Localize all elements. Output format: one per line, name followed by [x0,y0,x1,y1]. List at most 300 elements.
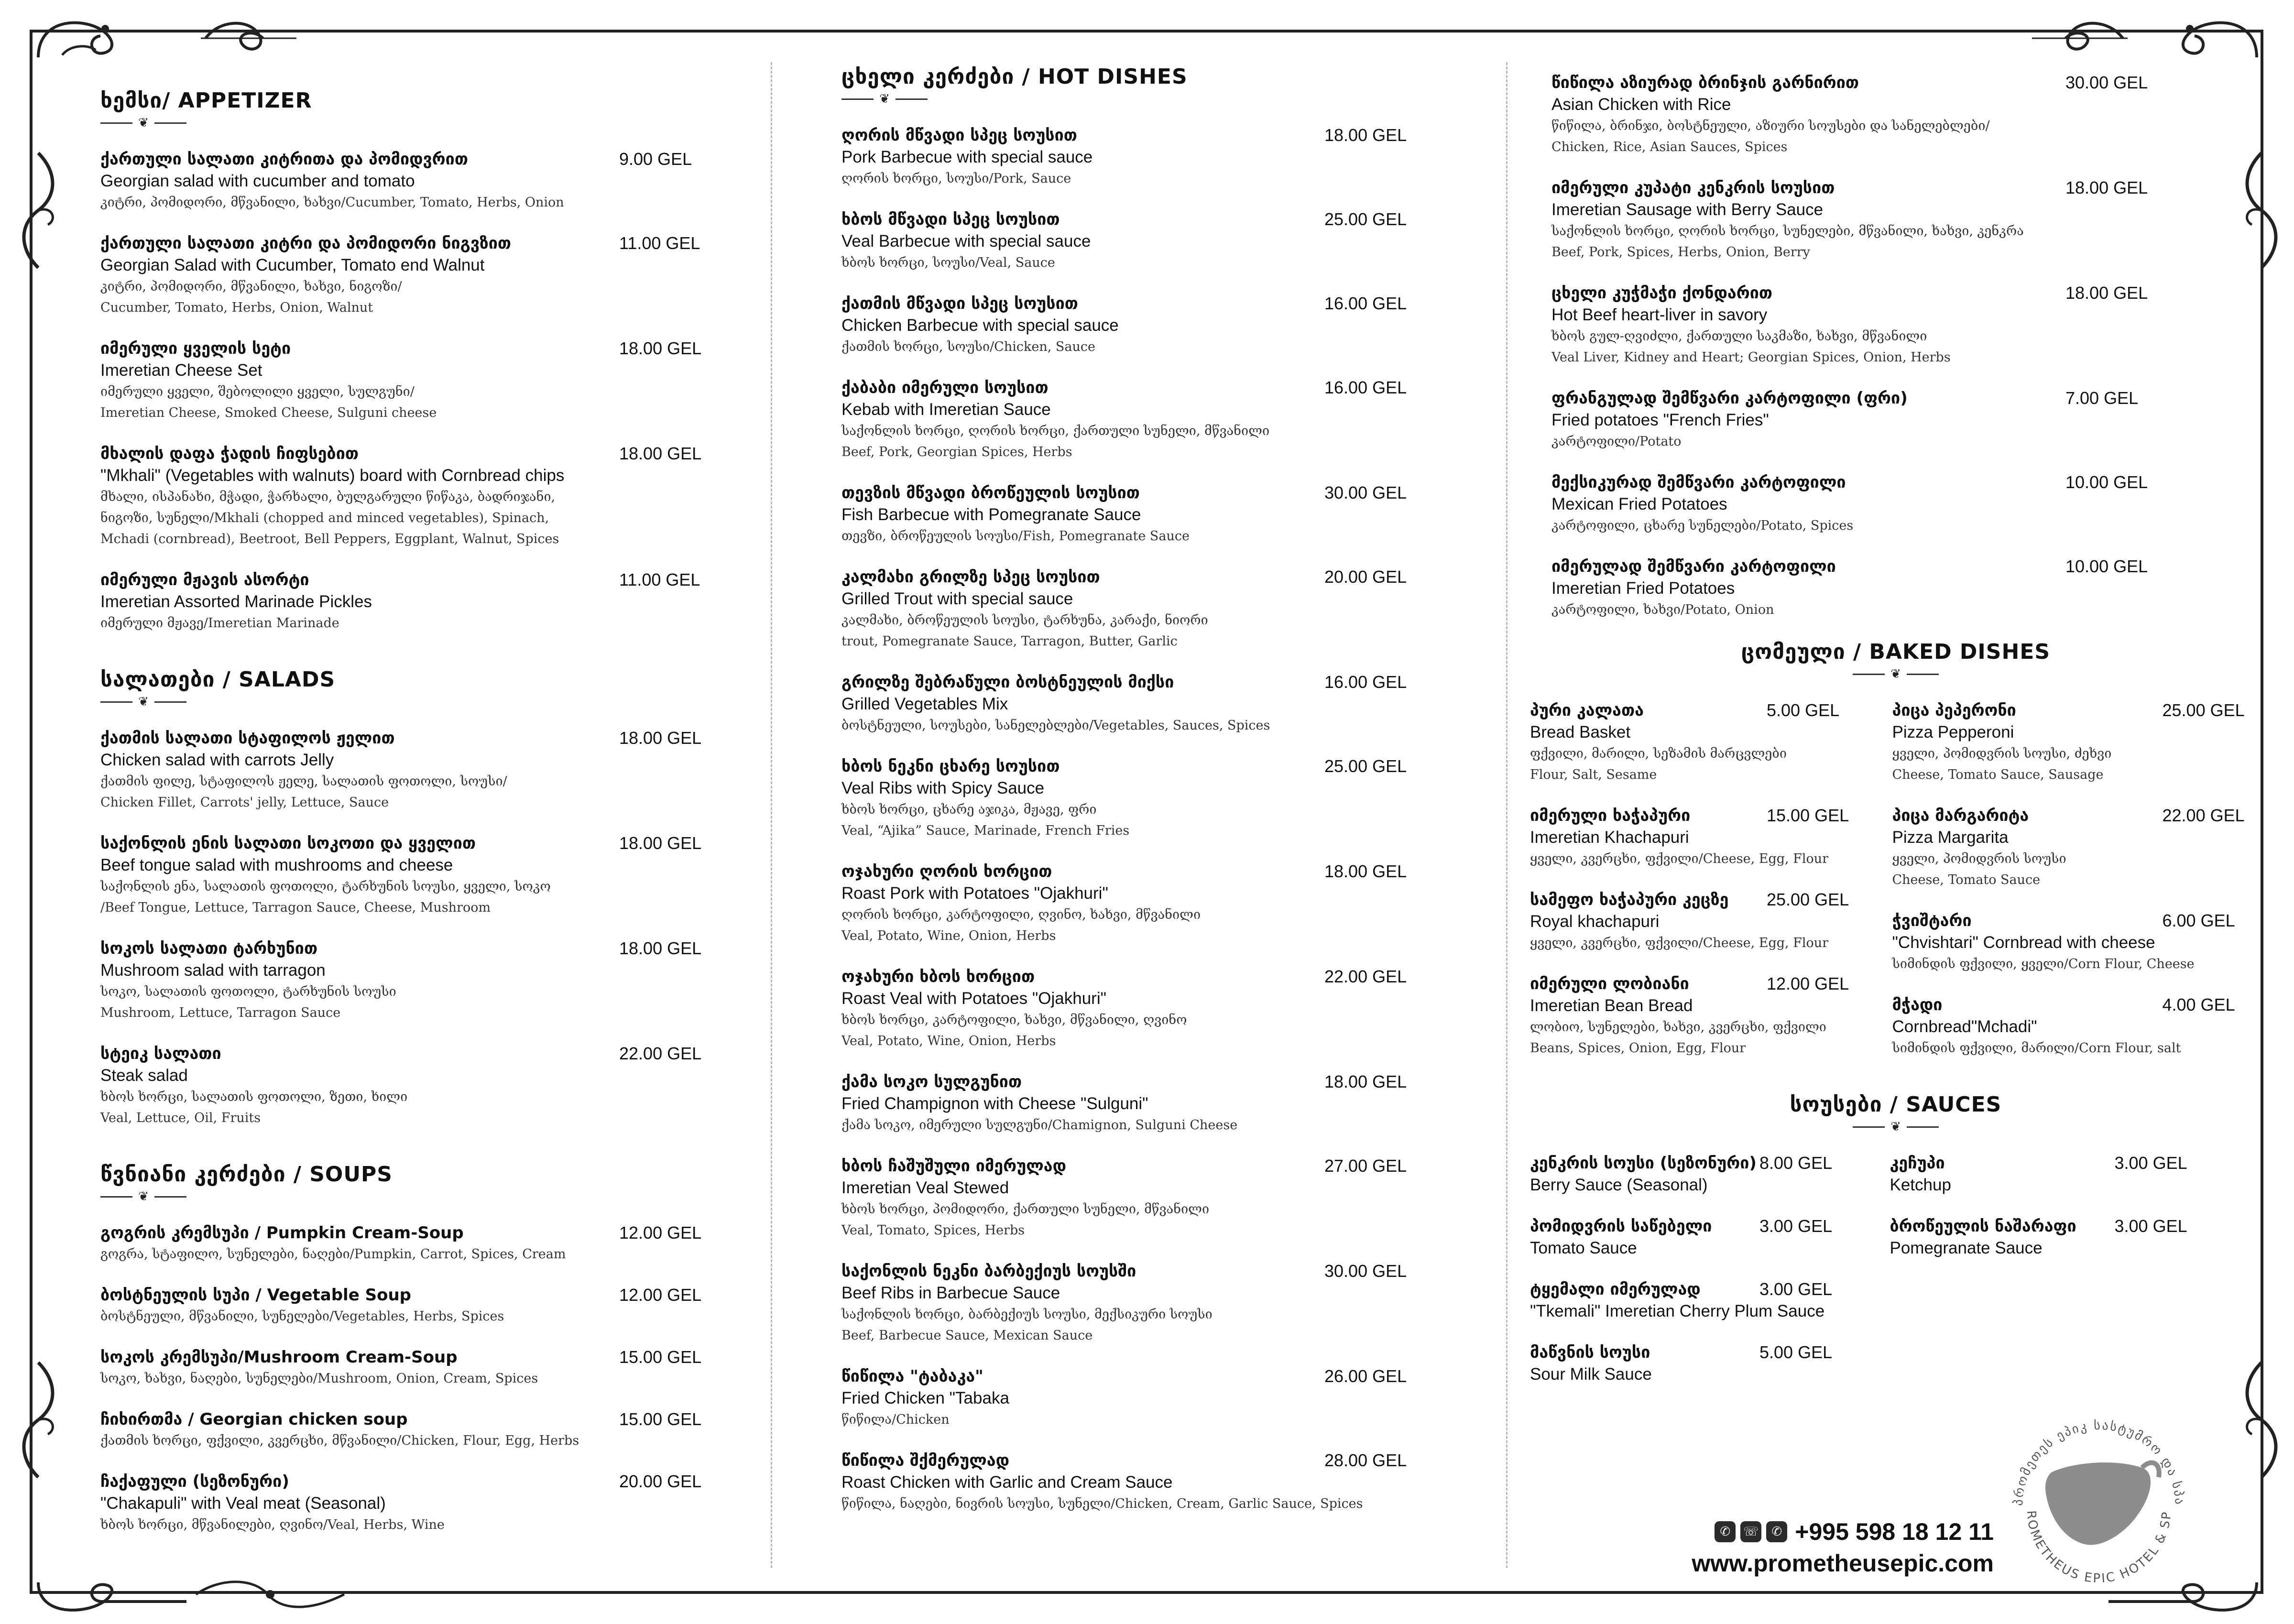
menu-item [100,937,732,1024]
menu-item [841,966,1473,1052]
whatsapp-icon: ✆ [1766,1521,1787,1542]
dish-name-georgian: ქამა სოკო სულგუნით [841,1072,1022,1091]
leaf-icon: ❦ [138,1189,149,1204]
baked-left [1530,699,1878,1078]
dish-price: 27.00 GEL [1324,1156,1407,1176]
title-ornament [1853,668,1939,680]
leaf-icon: ❦ [138,695,149,709]
dish-ingredients: Beans, Spices, Onion, Egg, Flour [1530,1041,1746,1056]
salads-section [100,667,732,1129]
sauces-grid [1530,1152,2240,1405]
dish-name-georgian: იმერული კუპატი კენკრის სოუსით [1551,178,1835,197]
dish-name-english: Fried Chicken "Tabaka [841,1389,1009,1407]
dish-ingredients: ხბოს ხორცი, პომიდორი, ქართული სუნელი, მწვანილი [841,1202,1210,1217]
leaf-icon: ❦ [1890,667,1901,681]
dish-name-english: Cornbread"Mchadi" [1892,1017,2037,1036]
dish-name-english: Kebab with Imeretian Sauce [841,400,1051,419]
menu-item [1530,699,1878,785]
dish-price: 30.00 GEL [1324,483,1407,502]
menu-item [1551,556,2240,621]
dish-ingredients: Chicken Fillet, Carrots' jelly, Lettuce, Sauce [100,795,389,810]
dish-price: 25.00 GEL [2162,700,2245,720]
dish-ingredients: Beef, Pork, Georgian Spices, Herbs [841,445,1072,459]
menu-item [1892,910,2240,975]
dish-name-english: "Tkemali" Imeretian Cherry Plum Sauce [1530,1302,1825,1320]
dish-name-georgian: პომიდვრის საწებელი [1530,1217,1712,1236]
dish-ingredients: სიმინდის ფქვილი, მარილი/Corn Flour, salt [1892,1041,2181,1056]
dish-ingredients: Imeretian Cheese, Smoked Cheese, Sulguni cheese [100,405,437,420]
dish-name-georgian: პური კალათა [1530,701,1644,720]
dish-price: 3.00 GEL [2114,1153,2187,1173]
dish-name-english: Imeretian Assorted Marinade Pickles [100,592,372,611]
dish-price: 25.00 GEL [1324,209,1407,229]
section-title: ცხელი კერძები / HOT DISHES [841,65,1188,89]
dish-price: 15.00 GEL [1767,806,1849,825]
dish-name-english: Georgian salad with cucumber and tomato [100,172,415,190]
baked-grid [1530,699,2245,1078]
dish-name-georgian: ოჯახური ხბოს ხორცით [841,967,1035,986]
dish-price: 18.00 GEL [1324,1072,1407,1091]
dish-name-english: Beef Ribs in Barbecue Sauce [841,1284,1060,1302]
dish-ingredients: Mushroom, Lettuce, Tarragon Sauce [100,1005,341,1020]
phone-icon: ✆ [1715,1521,1736,1542]
dish-price: 18.00 GEL [619,444,702,463]
dish-name-georgian: ბროწეულის ნაშარაფი [1890,1217,2076,1236]
menu-item [100,232,732,318]
menu-item [100,832,732,918]
dish-price: 10.00 GEL [2065,472,2148,492]
dish-name-georgian: ფრანგულად შემწვარი კარტოფილი (ფრი) [1551,389,1908,408]
dish-name-georgian: გრილზე შებრაწული ბოსტნეულის მიქსი [841,673,1174,692]
soups-section [100,1162,732,1536]
dish-ingredients: ფქვილი, მარილი, სეზამის მარცვლები [1530,746,1787,761]
dish-name-english: Fried Champignon with Cheese "Sulguni" [841,1094,1148,1113]
item-list [1890,1152,2240,1259]
dish-name-georgian: იმერულად შემწვარი კარტოფილი [1551,557,1836,576]
dish-price: 22.00 GEL [2162,806,2245,825]
dish-name-english: Mexican Fried Potatoes [1551,495,1727,513]
dish-price: 10.00 GEL [2065,556,2148,576]
menu-item [841,755,1473,841]
dish-name-english: Steak salad [100,1066,188,1085]
dish-price: 16.00 GEL [1324,294,1407,313]
dish-name-english: Veal Ribs with Spicy Sauce [841,779,1045,797]
section-title: სალათები / SALADS [100,667,336,692]
dish-price: 22.00 GEL [619,1044,702,1063]
dish-name-english: Grilled Trout with special sauce [841,589,1073,608]
dish-ingredients: წიწილა/Chicken [841,1412,950,1427]
menu-item [841,208,1473,273]
dish-name-georgian: საქონლის ნეკნი ბარბექიუს სოუსში [841,1262,1136,1281]
dish-name-georgian: ქაბაბი იმერული სოუსით [841,378,1049,397]
menu-item [100,727,732,813]
corner-ornament-bottom-inner-left [191,1573,349,1616]
dish-ingredients: Cucumber, Tomato, Herbs, Onion, Walnut [100,300,373,315]
menu-item [1530,1278,1880,1322]
dish-name-english: Pizza Pepperoni [1892,723,2014,741]
dish-name-georgian: თევზის მწვადი ბროწეულის სოუსით [841,483,1140,502]
dish-ingredients: საქონლის ხორცი, ღორის ხორცი, ქართული სუნელი, მწვანილი [841,424,1270,438]
dish-name-english: Chicken Barbecue with special sauce [841,316,1119,335]
dish-ingredients: Veal, Tomato, Spices, Herbs [841,1223,1025,1238]
phone-number[interactable]: +995 598 18 12 11 [1795,1518,1994,1545]
dish-price: 30.00 GEL [2065,73,2148,92]
dish-name-georgian: ქათმის სალათი სტაფილოს ჟელით [100,729,395,748]
dish-ingredients: Chicken, Rice, Asian Sauces, Spices [1551,140,1788,154]
dish-name-georgian: მაწვნის სოუსი [1530,1343,1650,1362]
dish-ingredients: /Beef Tongue, Lettuce, Tarragon Sauce, Cheese, Mushroom [100,900,491,915]
dish-price: 18.00 GEL [2065,283,2148,303]
dish-ingredients: სიმინდის ფქვილი, ყველი/Corn Flour, Cheese [1892,957,2195,971]
dish-ingredients: ყველი, კვერცხი, ფქვილი/Cheese, Egg, Flour [1530,936,1829,950]
dish-ingredients: trout, Pomegranate Sauce, Tarragon, Butter, Garlic [841,634,1178,649]
dish-price: 15.00 GEL [619,1409,702,1429]
dish-ingredients: Veal, Lettuce, Oil, Fruits [100,1111,261,1125]
dish-ingredients: კარტოფილი, ხახვი/Potato, Onion [1551,602,1774,617]
item-list [1530,699,1878,1059]
dish-ingredients: საქონლის ხორცი, ღორის ხორცი, სუნელები, მწვანილი, ხახვი, კენკრა [1551,224,2024,239]
dish-price: 12.00 GEL [619,1223,702,1243]
dish-price: 18.00 GEL [619,833,702,853]
dish-name-georgian: წიწილა "ტაბაკა" [841,1367,983,1386]
dish-name-english: Imeretian Veal Stewed [841,1178,1009,1197]
corner-ornament-bottom-left [33,1573,191,1616]
dish-name-georgian: ჭვიშტარი [1892,911,1972,930]
section-title: ცომეული / BAKED DISHES [1741,640,2051,664]
section-title: წვნიანი კერძები / SOUPS [100,1162,393,1187]
menu-item [1530,1341,1880,1385]
menu-item [1530,889,1878,954]
dish-name-georgian: ქათმის მწვადი სპეც სოუსით [841,294,1078,313]
hotel-logo [1994,1401,2204,1611]
dish-name-georgian: ჩიხირთმა / Georgian chicken soup [100,1410,408,1429]
dish-ingredients: Veal Liver, Kidney and Heart; Georgian Spices, Onion, Herbs [1551,350,1951,365]
dish-price: 18.00 GEL [619,338,702,358]
menu-item [100,338,732,424]
sauces-right [1890,1152,2240,1405]
dish-name-georgian: ტყემალი იმერულად [1530,1280,1701,1299]
hot-dishes-section [841,65,1473,1515]
dish-name-georgian: სოკოს კრემსუპი/Mushroom Cream-Soup [100,1348,458,1367]
dish-price: 18.00 GEL [1324,861,1407,881]
dish-name-georgian: სამეფო ხაჭაპური კეცზე [1530,890,1729,909]
dish-name-english: "Chvishtari" Cornbread with cheese [1892,933,2155,952]
menu-item [1530,973,1878,1059]
dish-name-georgian: ქართული სალათი კიტრითა და პომიდვრით [100,150,468,169]
dish-name-georgian: იმერული ლობიანი [1530,974,1689,993]
website-link[interactable]: www.prometheusepic.com [1692,1550,1994,1577]
dish-price: 16.00 GEL [1324,672,1407,692]
dish-name-english: Hot Beef heart-liver in savory [1551,305,1768,324]
dish-price: 18.00 GEL [619,728,702,748]
item-list [100,727,732,1129]
title-ornament [1853,1121,1939,1133]
dish-price: 6.00 GEL [2162,911,2235,930]
baked-dishes-section [1530,640,2245,1078]
dish-price: 30.00 GEL [1324,1261,1407,1281]
dish-price: 16.00 GEL [1324,378,1407,397]
corner-ornament-top-inner-left [196,10,306,62]
menu-item [100,1346,732,1389]
dish-ingredients: ქამა სოკო, იმერული სულგუნი/Chamignon, Sulguni Cheese [841,1118,1238,1133]
menu-item [100,569,732,634]
section-title: ხემსი/ APPETIZER [100,88,312,113]
dish-name-english: Imeretian Bean Bread [1530,996,1693,1015]
dish-name-english: Berry Sauce (Seasonal) [1530,1176,1708,1194]
dish-ingredients: ხბოს ხორცი, სალათის ფოთოლი, ზეთი, ხილი [100,1090,408,1104]
dish-ingredients: კარტოფილი/Potato [1551,434,1682,449]
side-ornament-right-bottom [2233,1358,2290,1482]
dish-ingredients: იმერული მჟავე/Imeretian Marinade [100,616,339,631]
dish-price: 5.00 GEL [1767,700,1840,720]
dish-price: 3.00 GEL [2114,1216,2187,1236]
dish-name-georgian: ცხელი კუჭმაჭი ქონდარით [1551,283,1773,303]
menu-item [1551,177,2240,263]
leaf-icon: ❦ [138,116,149,130]
item-list [841,124,1473,1515]
dish-name-english: Asian Chicken with Rice [1551,95,1731,114]
dish-price: 4.00 GEL [2162,995,2235,1014]
dish-ingredients: Beef, Pork, Spices, Herbs, Onion, Berry [1551,245,1810,260]
dish-ingredients: ხბოს ხორცი, სოუსი/Veal, Sauce [841,255,1055,270]
side-ornament-right-top [2233,148,2290,272]
dish-name-georgian: პიცა პეპერონი [1892,701,2016,720]
menu-item [841,1450,1473,1515]
dish-name-english: Pizza Margarita [1892,828,2009,847]
dish-name-english: Chicken salad with carrots Jelly [100,751,334,769]
title-ornament [100,117,186,129]
leaf-icon: ❦ [879,92,890,106]
dish-name-georgian: მხალის დაფა ჭადის ჩიფსებით [100,444,359,463]
dish-name-georgian: წიწილა აზიურად ბრინჯის გარნირით [1551,73,1859,92]
dish-price: 18.00 GEL [619,938,702,958]
dish-ingredients: ხბოს ხორცი, მწვანილები, ღვინო/Veal, Herbs, Wine [100,1517,445,1532]
dish-name-english: Sour Milk Sauce [1530,1365,1652,1384]
dish-name-georgian: სტეიკ სალათი [100,1044,221,1063]
menu-item [841,293,1473,358]
contact-block [1673,1518,1994,1577]
dish-name-georgian: იმერული ყველის სეტი [100,339,291,358]
dish-ingredients: ღორის ხორცი, კარტოფილი, ღვინო, ხახვი, მწვანილი [841,907,1201,922]
dish-ingredients: Veal, Potato, Wine, Onion, Herbs [841,928,1056,943]
dish-ingredients: კარტოფილი, ცხარე სუნელები/Potato, Spices [1551,518,1854,533]
item-list [100,148,732,634]
leaf-icon: ❦ [1890,1120,1901,1134]
dish-name-english: Fried potatoes "French Fries" [1551,411,1769,429]
dish-price: 7.00 GEL [2065,388,2139,408]
dish-name-georgian: ხბოს ნეკნი ცხარე სოუსით [841,757,1060,776]
item-list [1530,1152,1880,1385]
dish-price: 9.00 GEL [619,149,692,169]
dish-name-georgian: საქონლის ენის სალათი სოკოთი და ყველით [100,834,476,853]
menu-item [1530,1152,1880,1196]
svg-text:PROMETHEUS EPIC HOTEL & SPA: ROMETHEUS EPIC HOTEL & SP [2023,1510,2174,1586]
menu-item [100,1471,732,1536]
menu-item [1551,282,2240,368]
menu-item [100,1222,732,1265]
dish-price: 3.00 GEL [1759,1216,1833,1236]
title-ornament [100,696,186,708]
dish-price: 12.00 GEL [1767,974,1849,993]
dish-name-georgian: წიწილა შქმერულად [841,1451,1009,1470]
dish-ingredients: ქათმის ფილე, სტაფილოს ჟელე, სალათის ფოთოლი, სოუსი/ [100,774,507,789]
section-title: სოუსები / SAUCES [1790,1092,2002,1117]
dish-ingredients: Mchadi (cornbread), Beetroot, Bell Peppers, Eggplant, Walnut, Spices [100,532,559,546]
dish-name-georgian: ხბოს ჩაშუშული იმერულად [841,1156,1066,1176]
dish-name-english: Fish Barbecue with Pomegranate Sauce [841,505,1141,524]
column-divider-1 [771,62,772,1568]
appetizer-section [100,88,732,634]
dish-price: 11.00 GEL [619,570,700,589]
dish-ingredients: მხალი, ისპანახი, მჭადი, ჭარხალი, ბულგარული წიწაკა, ბადრიჯანი, [100,490,556,504]
dish-ingredients: კიტრი, პომიდორი, მწვანილი, ხახვი/Cucumber, Tomato, Herbs, Onion [100,195,564,210]
dish-ingredients: გოგრა, სტაფილო, სუნელები, ნაღები/Pumpkin, Carrot, Spices, Cream [100,1247,566,1262]
dish-price: 15.00 GEL [619,1347,702,1367]
menu-item [100,148,732,213]
dish-ingredients: ლობიო, სუნელები, ხახვი, კვერცხი, ფქვილი [1530,1020,1826,1035]
menu-item [100,1043,732,1129]
dish-name-english: Roast Pork with Potatoes "Ojakhuri" [841,884,1108,903]
dish-ingredients: ღორის ხორცი, სოუსი/Pork, Sauce [841,171,1071,186]
menu-item [1551,387,2240,452]
dish-price: 11.00 GEL [619,233,700,253]
dish-name-english: Mushroom salad with tarragon [100,961,326,980]
dish-price: 26.00 GEL [1324,1366,1407,1386]
menu-item [841,566,1473,652]
dish-name-english: Imeretian Fried Potatoes [1551,579,1735,598]
dish-price: 20.00 GEL [619,1471,702,1491]
sauces-section [1530,1092,2240,1405]
dish-name-english: Roast Chicken with Garlic and Cream Sauce [841,1473,1173,1492]
dish-price: 3.00 GEL [1759,1279,1833,1299]
menu-item [1890,1152,2240,1196]
dish-ingredients: თევზი, ბროწეულის სოუსი/Fish, Pomegranate Sauce [841,529,1190,544]
menu-item [1892,994,2240,1059]
dish-ingredients: საქონლის ხორცი, ბარბექიუს სოუსი, მექსიკური სოუსი [841,1307,1213,1322]
dish-ingredients: ხბოს ხორცი, კარტოფილი, ხახვი, მწვანილი, ღვინო [841,1013,1187,1027]
dish-ingredients: Cheese, Tomato Sauce [1892,872,2041,887]
dish-ingredients: სოკო, ხახვი, ნაღები, სუნელები/Mushroom, Onion, Cream, Spices [100,1371,538,1386]
dish-ingredients: წიწილა, ნაღები, ნივრის სოუსი, სუნელი/Chicken, Cream, Garlic Sauce, Spices [841,1496,1363,1511]
menu-item [1530,805,1878,870]
menu-item [841,1155,1473,1241]
dish-ingredients: ყველი, პომიდვრის სოუსი [1892,851,2066,866]
dish-name-georgian: მჭადი [1892,995,1943,1014]
more-hot-dishes-section [1551,72,2240,621]
dish-ingredients: ბოსტნეული, მწვანილი, სუნელები/Vegetables, Herbs, Spices [100,1309,504,1324]
dish-name-english: Bread Basket [1530,723,1631,741]
dish-ingredients: ნიგოზი, სუნელი/Mkhali (chopped and minced vegetables), Spinach, [100,511,549,525]
baked-right [1892,699,2245,1078]
dish-ingredients: Veal, Potato, Wine, Onion, Herbs [841,1034,1056,1048]
title-ornament [841,93,928,105]
dish-ingredients: იმერული ყველი, შებოლილი ყველი, სულგუნი/ [100,384,415,399]
menu-item [1892,805,2245,891]
dish-name-georgian: კენკრის სოუსი (სეზონური) [1530,1154,1757,1173]
dish-ingredients: კალმახი, ბროწეულის სოუსი, ტარხუნა, კარაქი, ნიორი [841,613,1208,628]
menu-item [1530,1215,1880,1259]
dish-name-georgian: გოგრის კრემსუპი / Pumpkin Cream-Soup [100,1223,464,1243]
dish-ingredients: ქათმის ხორცი, ფქვილი, კვერცხი, მწვანილი/Chicken, Flour, Egg, Herbs [100,1433,579,1448]
dish-ingredients: Flour, Salt, Sesame [1530,767,1657,782]
dish-ingredients: Cheese, Tomato Sauce, Sausage [1892,767,2104,782]
dish-name-georgian: კეჩუპი [1890,1154,1945,1173]
menu-item [841,861,1473,947]
dish-name-english: "Chakapuli" with Veal meat (Seasonal) [100,1494,386,1513]
dish-name-georgian: ოჯახური ღორის ხორცით [841,862,1052,881]
dish-name-english: Pork Barbecue with special sauce [841,148,1093,166]
menu-item [1551,72,2240,158]
title-ornament [100,1190,186,1203]
menu-item [841,1260,1473,1346]
dish-ingredients: Beef, Barbecue Sauce, Mexican Sauce [841,1328,1093,1343]
dish-price: 8.00 GEL [1759,1153,1833,1173]
corner-ornament-top-right [2152,10,2261,62]
viber-icon: ☏ [1740,1521,1761,1542]
dish-name-english: Georgian Salad with Cucumber, Tomato end Walnut [100,256,485,274]
dish-price: 20.00 GEL [1324,567,1407,587]
dish-ingredients: საქონლის ენა, სალათის ფოთოლი, ტარხუნის სოუსი, ყველი, სოკო [100,879,551,894]
dish-name-english: Imeretian Cheese Set [100,361,262,380]
dish-price: 25.00 GEL [1324,756,1407,776]
dish-name-georgian: ქართული სალათი კიტრი და პომიდორი ნიგვზით [100,234,512,253]
dish-name-georgian: ბოსტნეულის სუპი / Vegetable Soup [100,1286,412,1305]
column-3 [1530,72,2245,1438]
dish-name-georgian: კალმახი გრილზე სპეც სოუსით [841,567,1100,587]
menu-item [841,482,1473,547]
sauces-left [1530,1152,1880,1405]
item-list [100,1222,732,1536]
side-ornament-left-top [10,148,67,272]
dish-price: 25.00 GEL [1767,890,1849,909]
dish-name-english: Ketchup [1890,1176,1951,1194]
menu-item [841,377,1473,463]
dish-price: 5.00 GEL [1759,1342,1833,1362]
side-ornament-left-bottom [10,1358,67,1482]
dish-ingredients: ყველი, კვერცხი, ფქვილი/Cheese, Egg, Flour [1530,851,1829,866]
dish-name-english: Pomegranate Sauce [1890,1239,2043,1257]
menu-item [841,671,1473,736]
dish-price: 28.00 GEL [1324,1450,1407,1470]
dish-name-georgian: ხბოს მწვადი სპეც სოუსით [841,210,1060,229]
item-list [1551,72,2240,621]
menu-item [1892,699,2245,785]
dish-ingredients: ყველი, პომიდვრის სოუსი, ძეხვი [1892,746,2112,761]
column-divider-2 [1506,62,1507,1568]
dish-name-english: Royal khachapuri [1530,912,1660,931]
menu-item [100,1284,732,1327]
dish-price: 18.00 GEL [1324,125,1407,145]
menu-item [100,1408,732,1451]
dish-name-georgian: პიცა მარგარიტა [1892,806,2029,825]
menu-item [1551,471,2240,536]
item-list [1892,699,2245,1059]
corner-ornament-top-left [33,10,143,62]
dish-name-english: Grilled Vegetables Mix [841,695,1008,713]
dish-name-english: Imeretian Khachapuri [1530,828,1689,847]
dish-price: 18.00 GEL [2065,178,2148,197]
dish-ingredients: წიწილა, ბრინჯი, ბოსტნეული, აზიური სოუსები და სანელებლები/ [1551,119,1990,133]
dish-name-english: Imeretian Sausage with Berry Sauce [1551,200,1824,219]
column-2 [841,65,1473,1548]
dish-name-georgian: სოკოს სალათი ტარხუნით [100,939,318,958]
dish-name-georgian: ჩაქაფული (სეზონური) [100,1472,289,1491]
dish-name-english: Tomato Sauce [1530,1239,1637,1257]
column-1 [100,88,732,1569]
menu-item [100,443,732,550]
dish-ingredients: სოკო, სალათის ფოთოლი, ტარხუნის სოუსი [100,984,396,999]
menu-item [1890,1215,2240,1259]
